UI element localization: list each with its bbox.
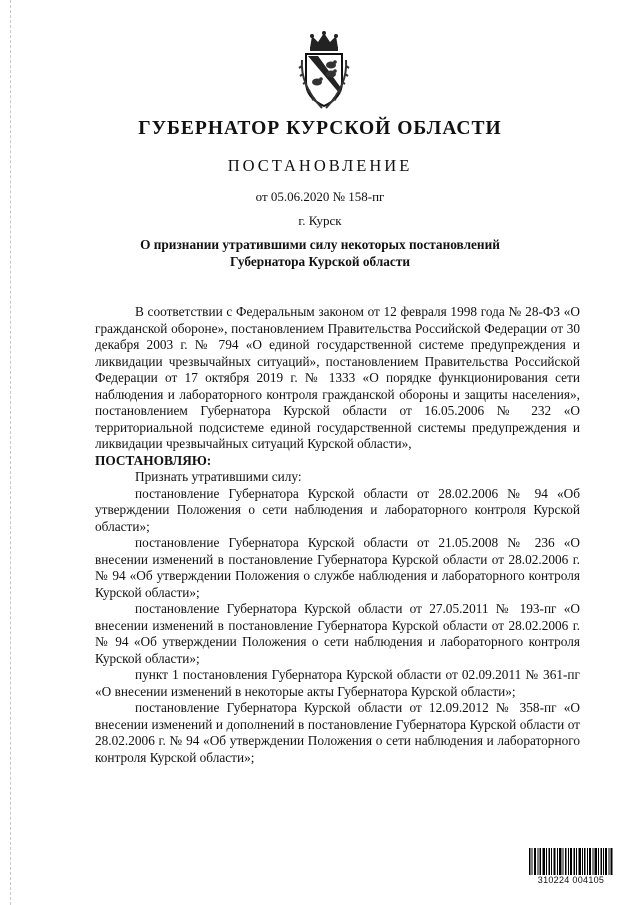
kursk-coat-of-arms-icon (298, 30, 350, 110)
barcode-bars-icon (528, 848, 614, 875)
document-date-number: от 05.06.2020 № 158-пг (255, 189, 385, 204)
list-item: постановление Губернатора Курской области от 28.02.2006 № 94 «Об утверждении Положения о сети наблюдения и лабораторного контроля Курской области»; (95, 485, 580, 534)
document-body (95, 304, 580, 766)
list-item: постановление Губернатора Курской области от 27.05.2011 № 193-пг «О внесении изменений в постановление Губернатора Курской области от 28.02.2006 г. № 94 «Об утверждении Положения о сети наблюдения и лабораторного контроля Курской области»; (95, 601, 580, 666)
list-item: постановление Губернатора Курской области от 21.05.2008 № 236 «О внесении изменений в постановление Губернатора Курской области от 28.02.2006 г. № 94 «Об утверждении Положения о службе наблюдения и лабораторного контроля Курской области»; (95, 535, 580, 600)
preamble-paragraph: В соответствии с Федеральным законом от 12 февраля 1998 года № 28-ФЗ «О гражданской обороне», постановлением Правительства Российской Федерации от 30 декабря 2003 г. № 794 «О единой государственной системе предупреждения и ликвидации чрезвычайных ситуаций», постановлением Правительства Российской Федерации от 17 октября 2019 г. № 1333 «О порядке функционирования сети наблюдения и лабораторного контроля гражданской обороны и защиты населения», постановлением Губернатора Курской области от 16.05.2006 № 232 «О территориальной подсистеме единой государственной системы предупреждения и ликвидации чрезвычайных ситуаций Курской области», (95, 304, 580, 451)
list-intro: Признать утратившими силу: (135, 469, 302, 484)
resolve-clause: ПОСТАНОВЛЯЮ: (95, 452, 212, 468)
document-subject (0, 236, 640, 270)
barcode-number: 310224 004105 (537, 875, 605, 885)
list-item: постановление Губернатора Курской области от 12.09.2012 № 358-пг «О внесении изменений и дополнений в постановление Губернатора Курской области от 28.02.2006 г. № 94 «Об утверждении Положения о сети наблюдения и лабораторного контроля Курской области»; (95, 700, 580, 765)
subject-line-2: Губернатора Курской области (229, 254, 411, 269)
issuing-authority: ГУБЕРНАТОР КУРСКОЙ ОБЛАСТИ (138, 118, 502, 139)
list-item: пункт 1 постановления Губернатора Курской области от 02.09.2011 № 361-пг «О внесении изменений в некоторые акты Губернатора Курской области»; (95, 667, 580, 699)
document-barcode (528, 848, 614, 886)
subject-line-1: О признании утратившими силу некоторых постановлений (140, 237, 500, 252)
document-city: г. Курск (298, 213, 342, 228)
document-type: ПОСТАНОВЛЕНИЕ (227, 156, 413, 175)
